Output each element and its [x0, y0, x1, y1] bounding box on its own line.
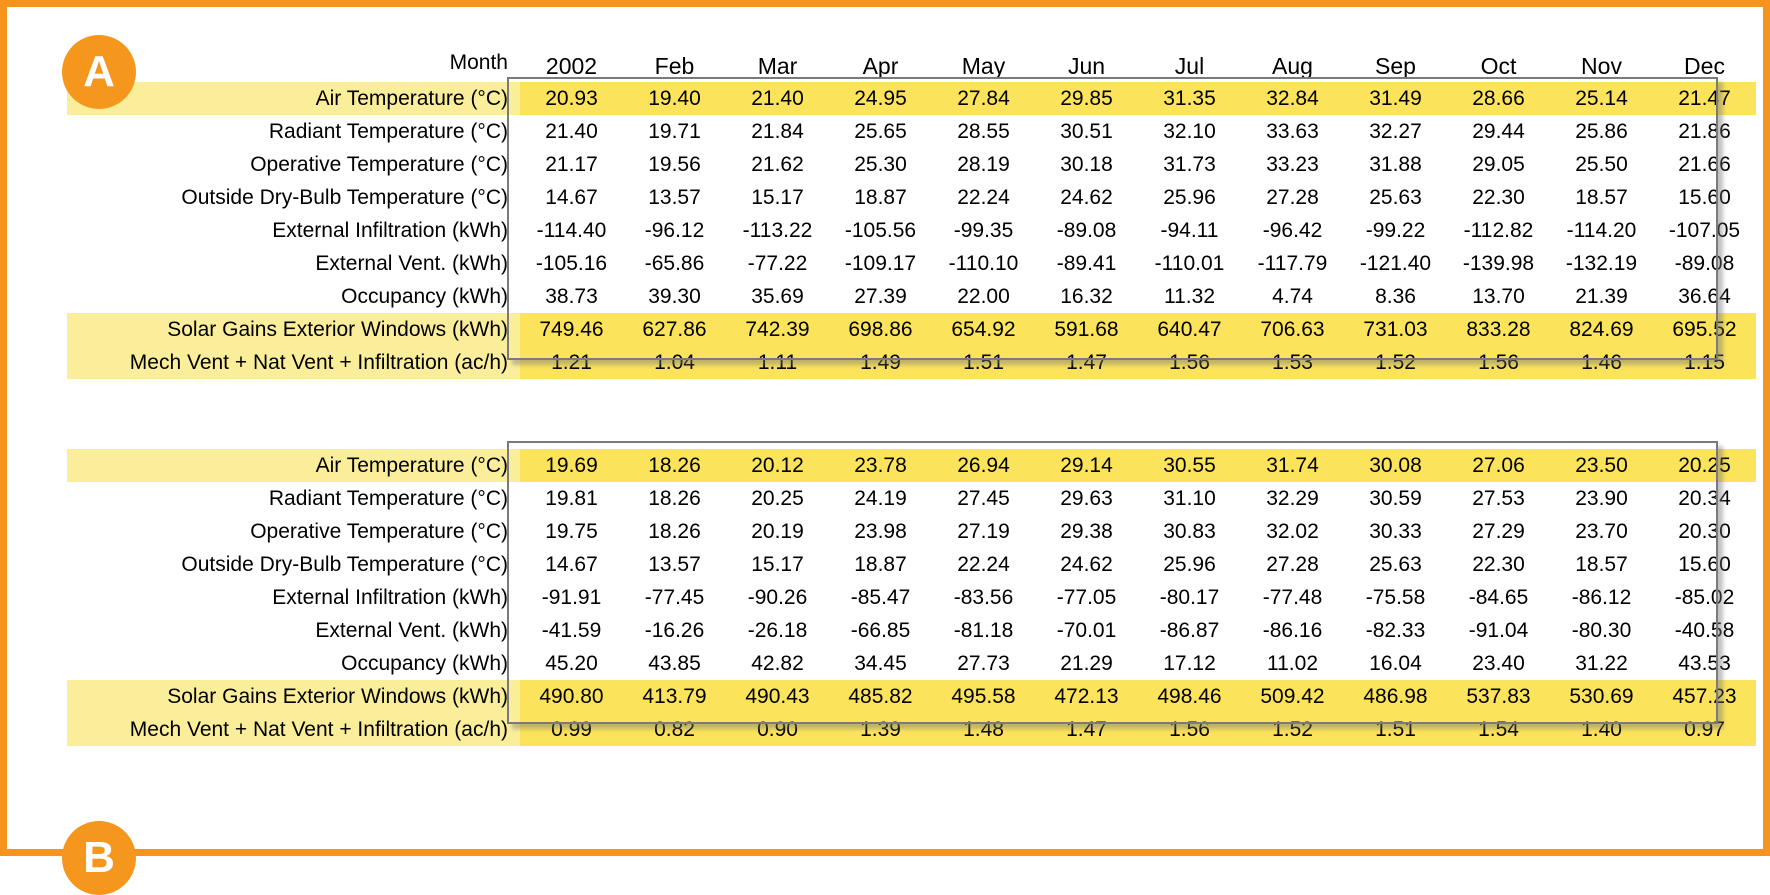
row-label: Operative Temperature (°C)	[250, 153, 508, 176]
cell: -89.08	[1674, 252, 1735, 275]
row-label: Radiant Temperature (°C)	[268, 120, 508, 143]
panel-b-badge: B	[62, 821, 136, 895]
cell: 1.56	[1447, 346, 1550, 379]
cell: 30.59	[1369, 487, 1422, 510]
panel-a-header-row	[67, 25, 1756, 82]
cell: 20.19	[751, 520, 804, 543]
row-label: Solar Gains Exterior Windows (kWh)	[67, 313, 520, 346]
cell: 14.67	[545, 186, 598, 209]
cell: 485.82	[829, 680, 932, 713]
cell: -89.41	[1056, 252, 1117, 275]
panel-b-table	[67, 449, 1756, 746]
table-row	[67, 581, 1756, 614]
cell: 20.93	[520, 82, 623, 115]
cell: 35.69	[751, 285, 804, 308]
column-header-5: May	[961, 53, 1006, 79]
cell: 0.99	[520, 713, 623, 746]
cell: 0.90	[726, 713, 829, 746]
cell: 30.08	[1344, 449, 1447, 482]
cell: 39.30	[648, 285, 701, 308]
cell: -109.17	[844, 252, 917, 275]
cell: -99.35	[953, 219, 1014, 242]
column-header-7: Jul	[1174, 53, 1205, 79]
cell: -77.22	[747, 252, 808, 275]
cell: 1.47	[1035, 713, 1138, 746]
cell: 31.35	[1138, 82, 1241, 115]
cell: 16.32	[1060, 285, 1113, 308]
cell: -83.56	[953, 586, 1014, 609]
cell: 21.17	[545, 153, 598, 176]
cell: 498.46	[1138, 680, 1241, 713]
cell: 31.74	[1241, 449, 1344, 482]
cell: 13.57	[648, 186, 701, 209]
column-header-6: Jun	[1067, 53, 1106, 79]
row-label: External Vent. (kWh)	[315, 619, 508, 642]
cell: 23.70	[1575, 520, 1628, 543]
cell: 27.19	[957, 520, 1010, 543]
column-header-4: Apr	[862, 53, 899, 79]
cell: 24.62	[1060, 553, 1113, 576]
cell: 21.40	[545, 120, 598, 143]
row-label: Mech Vent + Nat Vent + Infiltration (ac/h)	[67, 346, 520, 379]
cell: 42.82	[751, 652, 804, 675]
cell: 25.96	[1163, 553, 1216, 576]
cell: 33.23	[1266, 153, 1319, 176]
cell: 21.29	[1060, 652, 1113, 675]
cell: 1.54	[1447, 713, 1550, 746]
row-label: Mech Vent + Nat Vent + Infiltration (ac/h)	[67, 713, 520, 746]
cell: 27.28	[1266, 553, 1319, 576]
cell: 36.64	[1678, 285, 1731, 308]
cell: -80.30	[1571, 619, 1632, 642]
cell: -86.12	[1571, 586, 1632, 609]
cell: -77.48	[1262, 586, 1323, 609]
cell: 20.30	[1678, 520, 1731, 543]
cell: -86.87	[1159, 619, 1220, 642]
table-row	[67, 313, 1756, 346]
cell: 38.73	[545, 285, 598, 308]
cell: 640.47	[1138, 313, 1241, 346]
cell: 695.52	[1653, 313, 1756, 346]
table-row	[67, 647, 1756, 680]
cell: 30.55	[1138, 449, 1241, 482]
cell: 27.06	[1447, 449, 1550, 482]
cell: -89.08	[1056, 219, 1117, 242]
cell: 11.02	[1267, 652, 1318, 675]
table-row	[67, 214, 1756, 247]
row-label: Outside Dry-Bulb Temperature (°C)	[181, 186, 508, 209]
row-label: External Infiltration (kWh)	[272, 219, 508, 242]
cell: 19.81	[545, 487, 598, 510]
row-label: External Infiltration (kWh)	[272, 586, 508, 609]
cell: 32.10	[1163, 120, 1216, 143]
cell: -81.18	[953, 619, 1014, 642]
cell: 25.63	[1369, 553, 1422, 576]
cell: 25.63	[1369, 186, 1422, 209]
cell: 31.88	[1369, 153, 1422, 176]
cell: -121.40	[1359, 252, 1432, 275]
cell: 32.02	[1266, 520, 1319, 543]
cell: 32.84	[1241, 82, 1344, 115]
cell: -85.02	[1674, 586, 1735, 609]
cell: 24.19	[854, 487, 907, 510]
cell: 21.66	[1678, 153, 1731, 176]
cell: 24.62	[1060, 186, 1113, 209]
cell: 15.17	[751, 186, 804, 209]
cell: 31.10	[1163, 487, 1216, 510]
cell: -65.86	[644, 252, 705, 275]
cell: -113.22	[742, 219, 813, 242]
table-row	[67, 680, 1756, 713]
cell: 509.42	[1241, 680, 1344, 713]
cell: 27.39	[854, 285, 907, 308]
cell: -82.33	[1365, 619, 1426, 642]
cell: 627.86	[623, 313, 726, 346]
cell: 21.84	[751, 120, 804, 143]
cell: 30.83	[1163, 520, 1216, 543]
column-header-11: Nov	[1581, 53, 1622, 79]
cell: 21.62	[751, 153, 804, 176]
cell: 45.20	[545, 652, 598, 675]
panel-a-table	[67, 25, 1756, 379]
column-header-10: Oct	[1480, 53, 1517, 79]
column-header-1: 2002	[545, 53, 598, 79]
table-row	[67, 449, 1756, 482]
cell: 1.47	[1035, 346, 1138, 379]
cell: -91.91	[541, 586, 602, 609]
cell: 13.70	[1472, 285, 1525, 308]
cell: 654.92	[932, 313, 1035, 346]
cell: 833.28	[1447, 313, 1550, 346]
table-row	[67, 82, 1756, 115]
panel-a-badge: A	[62, 35, 136, 109]
cell: 29.85	[1035, 82, 1138, 115]
cell: 23.50	[1550, 449, 1653, 482]
cell: -26.18	[747, 619, 808, 642]
cell: -40.58	[1674, 619, 1735, 642]
cell: 1.51	[932, 346, 1035, 379]
cell: 31.73	[1163, 153, 1216, 176]
cell: 18.87	[854, 186, 907, 209]
cell: 472.13	[1035, 680, 1138, 713]
cell: 18.87	[854, 553, 907, 576]
cell: 1.46	[1550, 346, 1653, 379]
cell: 16.04	[1369, 652, 1422, 675]
cell: 1.15	[1653, 346, 1756, 379]
cell: -110.01	[1154, 252, 1225, 275]
cell: -114.20	[1566, 219, 1637, 242]
cell: 25.50	[1575, 153, 1628, 176]
cell: 15.60	[1678, 553, 1731, 576]
cell: 25.96	[1163, 186, 1216, 209]
cell: 413.79	[623, 680, 726, 713]
cell: 19.40	[623, 82, 726, 115]
cell: -66.85	[850, 619, 911, 642]
cell: 1.21	[520, 346, 623, 379]
cell: 32.29	[1266, 487, 1319, 510]
cell: 28.55	[957, 120, 1010, 143]
cell: 1.56	[1138, 713, 1241, 746]
cell: 21.86	[1678, 120, 1731, 143]
panel-a-table-head	[67, 25, 1756, 82]
cell: 18.26	[623, 449, 726, 482]
cell: 742.39	[726, 313, 829, 346]
cell: 19.56	[648, 153, 701, 176]
column-header-9: Sep	[1375, 53, 1416, 79]
cell: 1.40	[1550, 713, 1653, 746]
cell: 0.82	[623, 713, 726, 746]
panel-b	[7, 379, 1763, 882]
cell: 1.51	[1344, 713, 1447, 746]
cell: 731.03	[1344, 313, 1447, 346]
cell: 43.85	[648, 652, 701, 675]
cell: 23.90	[1575, 487, 1628, 510]
cell: 25.86	[1575, 120, 1628, 143]
cell: 20.25	[1653, 449, 1756, 482]
cell: -90.26	[747, 586, 808, 609]
table-row	[67, 115, 1756, 148]
cell: 22.30	[1472, 186, 1525, 209]
cell: 15.60	[1678, 186, 1731, 209]
cell: 28.19	[957, 153, 1010, 176]
cell: 18.57	[1575, 553, 1628, 576]
table-row	[67, 148, 1756, 181]
cell: 1.53	[1241, 346, 1344, 379]
cell: 30.18	[1060, 153, 1113, 176]
table-row	[67, 280, 1756, 313]
cell: 33.63	[1266, 120, 1319, 143]
cell: 21.47	[1653, 82, 1756, 115]
cell: 1.56	[1138, 346, 1241, 379]
cell: 27.45	[957, 487, 1010, 510]
cell: -117.79	[1257, 252, 1328, 275]
column-header-8: Aug	[1272, 53, 1313, 79]
cell: -41.59	[541, 619, 602, 642]
cell: 30.51	[1060, 120, 1113, 143]
cell: 495.58	[932, 680, 1035, 713]
cell: 18.26	[648, 520, 701, 543]
cell: -80.17	[1159, 586, 1220, 609]
cell: 27.53	[1472, 487, 1525, 510]
cell: 22.24	[957, 186, 1010, 209]
cell: 26.94	[932, 449, 1035, 482]
cell: 1.52	[1241, 713, 1344, 746]
month-caption: Month	[449, 51, 508, 74]
cell: -105.56	[844, 219, 917, 242]
row-label: External Vent. (kWh)	[315, 252, 508, 275]
cell: 30.33	[1369, 520, 1422, 543]
cell: 25.14	[1550, 82, 1653, 115]
cell: 486.98	[1344, 680, 1447, 713]
row-label: Outside Dry-Bulb Temperature (°C)	[181, 553, 508, 576]
cell: 29.14	[1035, 449, 1138, 482]
cell: -84.65	[1468, 586, 1529, 609]
cell: 34.45	[854, 652, 907, 675]
table-row	[67, 515, 1756, 548]
cell: -77.45	[644, 586, 705, 609]
column-header-3: Mar	[757, 53, 798, 79]
cell: 27.73	[957, 652, 1010, 675]
cell: 490.43	[726, 680, 829, 713]
cell: 1.52	[1344, 346, 1447, 379]
cell: 18.26	[648, 487, 701, 510]
cell: 1.04	[623, 346, 726, 379]
cell: 706.63	[1241, 313, 1344, 346]
cell: -114.40	[536, 219, 607, 242]
cell: 28.66	[1447, 82, 1550, 115]
column-header-2: Feb	[654, 53, 695, 79]
cell: 13.57	[648, 553, 701, 576]
cell: 11.32	[1164, 285, 1215, 308]
table-row	[67, 346, 1756, 379]
cell: 27.28	[1266, 186, 1319, 209]
cell: -91.04	[1468, 619, 1529, 642]
row-label: Radiant Temperature (°C)	[268, 487, 508, 510]
panel-b-table-wrap	[7, 387, 1763, 746]
cell: -107.05	[1668, 219, 1741, 242]
cell: -77.05	[1056, 586, 1117, 609]
cell: 698.86	[829, 313, 932, 346]
cell: 23.40	[1472, 652, 1525, 675]
table-row	[67, 482, 1756, 515]
cell: 22.24	[957, 553, 1010, 576]
cell: 29.63	[1060, 487, 1113, 510]
cell: 537.83	[1447, 680, 1550, 713]
cell: 31.49	[1344, 82, 1447, 115]
cell: 20.34	[1678, 487, 1731, 510]
cell: -105.16	[535, 252, 608, 275]
table-row	[67, 713, 1756, 746]
column-header-12: Dec	[1684, 53, 1725, 79]
cell: 8.36	[1375, 285, 1416, 308]
panel-b-table-body	[67, 449, 1756, 746]
cell: 0.97	[1653, 713, 1756, 746]
cell: 32.27	[1369, 120, 1422, 143]
cell: -110.10	[948, 252, 1019, 275]
cell: 824.69	[1550, 313, 1653, 346]
cell: 14.67	[545, 553, 598, 576]
table-row	[67, 247, 1756, 280]
table-row	[67, 181, 1756, 214]
cell: -85.47	[850, 586, 911, 609]
cell: 29.38	[1060, 520, 1113, 543]
cell: 27.84	[932, 82, 1035, 115]
cell: -132.19	[1565, 252, 1638, 275]
cell: 31.22	[1575, 652, 1628, 675]
cell: 1.39	[829, 713, 932, 746]
cell: -96.42	[1262, 219, 1323, 242]
row-label: Operative Temperature (°C)	[250, 520, 508, 543]
panel-a-table-wrap	[7, 25, 1763, 379]
cell: 15.17	[751, 553, 804, 576]
cell: -16.26	[644, 619, 705, 642]
table-row	[67, 548, 1756, 581]
cell: 457.23	[1653, 680, 1756, 713]
cell: 29.05	[1472, 153, 1525, 176]
cell: 4.74	[1272, 285, 1313, 308]
cell: 1.48	[932, 713, 1035, 746]
cell: 43.53	[1678, 652, 1731, 675]
panel-a-table-body	[67, 82, 1756, 379]
cell: 23.98	[854, 520, 907, 543]
cell: 22.00	[957, 285, 1010, 308]
cell: 20.25	[751, 487, 804, 510]
table-row	[67, 614, 1756, 647]
cell: 17.12	[1163, 652, 1216, 675]
cell: 29.44	[1472, 120, 1525, 143]
panel-a	[7, 7, 1763, 379]
cell: 23.78	[829, 449, 932, 482]
cell: -70.01	[1056, 619, 1117, 642]
cell: -75.58	[1365, 586, 1426, 609]
cell: 1.11	[726, 346, 829, 379]
cell: 18.57	[1575, 186, 1628, 209]
cell: -96.12	[644, 219, 705, 242]
cell: 21.39	[1575, 285, 1628, 308]
cell: 19.71	[648, 120, 701, 143]
row-label: Occupancy (kWh)	[341, 285, 508, 308]
cell: 19.69	[520, 449, 623, 482]
cell: 24.95	[829, 82, 932, 115]
cell: -139.98	[1462, 252, 1535, 275]
cell: 21.40	[726, 82, 829, 115]
cell: -86.16	[1262, 619, 1323, 642]
cell: 20.12	[726, 449, 829, 482]
cell: 22.30	[1472, 553, 1525, 576]
row-label: Solar Gains Exterior Windows (kWh)	[67, 680, 520, 713]
cell: -112.82	[1463, 219, 1534, 242]
cell: 27.29	[1472, 520, 1525, 543]
cell: 19.75	[545, 520, 598, 543]
cell: 25.65	[854, 120, 907, 143]
cell: -94.11	[1160, 219, 1219, 242]
cell: 530.69	[1550, 680, 1653, 713]
cell: -99.22	[1365, 219, 1426, 242]
cell: 1.49	[829, 346, 932, 379]
cell: 749.46	[520, 313, 623, 346]
cell: 25.30	[854, 153, 907, 176]
cell: 490.80	[520, 680, 623, 713]
row-label: Occupancy (kWh)	[341, 652, 508, 675]
row-label: Air Temperature (°C)	[67, 82, 520, 115]
cell: 591.68	[1035, 313, 1138, 346]
row-label: Air Temperature (°C)	[67, 449, 520, 482]
